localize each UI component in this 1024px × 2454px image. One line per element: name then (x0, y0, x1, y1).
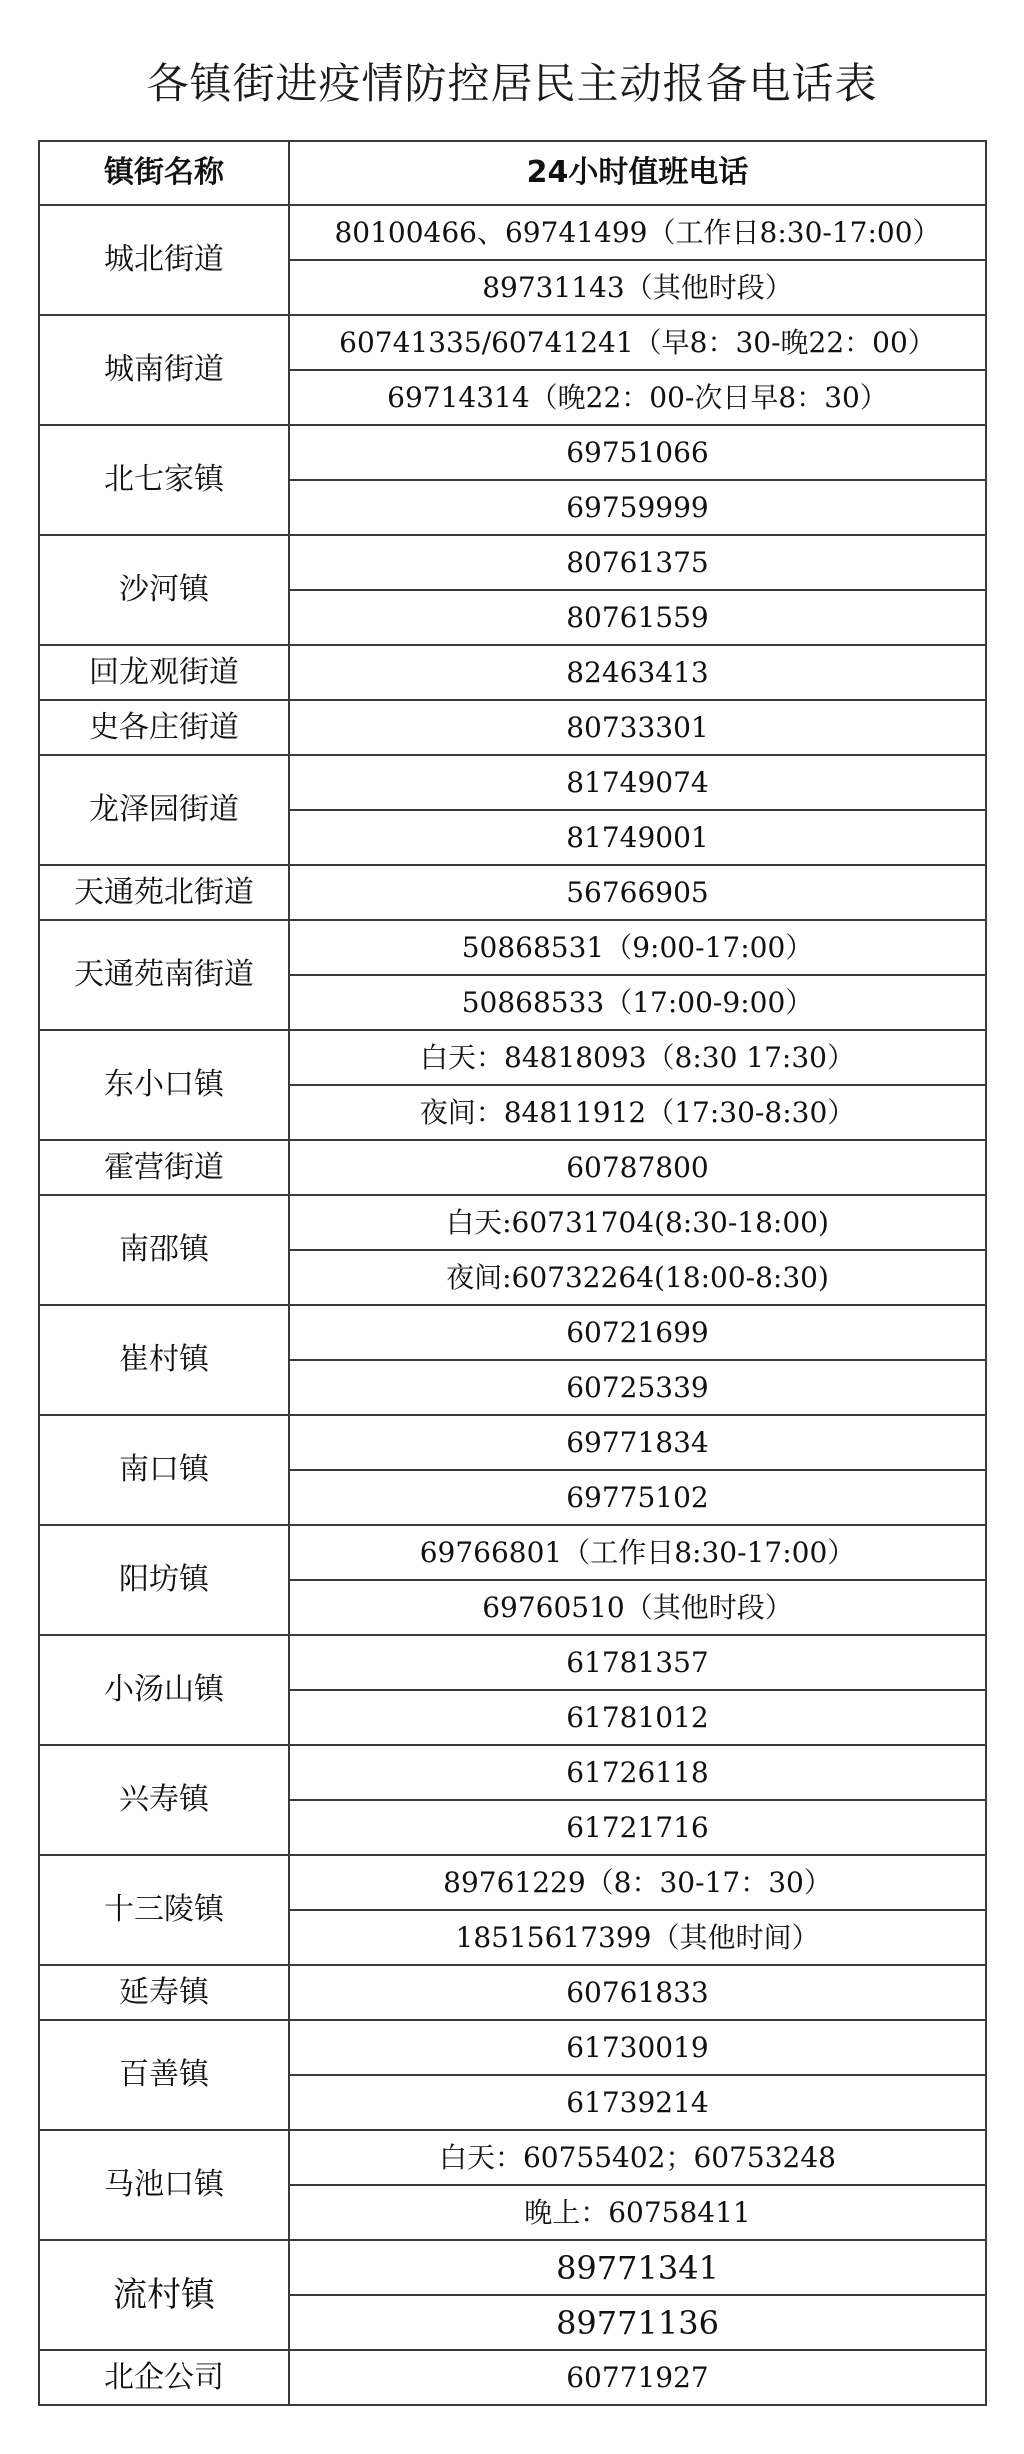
table-row (39, 2240, 986, 2295)
town-name-cell: 城北街道 (39, 205, 289, 315)
phone-cell: 白天：84818093（8:30 17:30） (289, 1030, 986, 1085)
phone-cell: 60771927 (289, 2350, 986, 2405)
town-name-cell: 史各庄街道 (39, 700, 289, 755)
town-name-cell: 霍营街道 (39, 1140, 289, 1195)
table-row (39, 1030, 986, 1085)
table-row (39, 1525, 986, 1580)
header-phone: 24小时值班电话 (289, 141, 986, 205)
town-name-cell: 百善镇 (39, 2020, 289, 2130)
table-row (39, 315, 986, 370)
town-name-cell: 小汤山镇 (39, 1635, 289, 1745)
table-row (39, 2020, 986, 2075)
town-name-cell: 马池口镇 (39, 2130, 289, 2240)
phone-cell: 69775102 (289, 1470, 986, 1525)
town-name-cell: 天通苑北街道 (39, 865, 289, 920)
table-row (39, 865, 986, 920)
phone-cell: 81749001 (289, 810, 986, 865)
phone-cell: 69751066 (289, 425, 986, 480)
table-row (39, 1855, 986, 1910)
phone-cell: 69759999 (289, 480, 986, 535)
phone-cell: 89771136 (289, 2295, 986, 2350)
phone-cell: 夜间:60732264(18:00-8:30) (289, 1250, 986, 1305)
table-row (39, 920, 986, 975)
town-name-cell: 延寿镇 (39, 1965, 289, 2020)
phone-cell: 80761375 (289, 535, 986, 590)
phone-cell: 82463413 (289, 645, 986, 700)
phone-cell: 60725339 (289, 1360, 986, 1415)
header-row (39, 141, 986, 205)
phone-cell: 80761559 (289, 590, 986, 645)
table-row (39, 755, 986, 810)
header-town: 镇街名称 (39, 141, 289, 205)
phone-cell: 80733301 (289, 700, 986, 755)
table-row (39, 1195, 986, 1250)
table-row (39, 2350, 986, 2405)
table-row (39, 1965, 986, 2020)
table-row (39, 2130, 986, 2185)
table-row (39, 1635, 986, 1690)
phone-cell: 61781357 (289, 1635, 986, 1690)
phone-cell: 60741335/60741241（早8：30-晚22：00） (289, 315, 986, 370)
town-name-cell: 龙泽园街道 (39, 755, 289, 865)
town-name-cell: 天通苑南街道 (39, 920, 289, 1030)
town-name-cell: 流村镇 (39, 2240, 289, 2350)
phone-cell: 89731143（其他时段） (289, 260, 986, 315)
town-name-cell: 城南街道 (39, 315, 289, 425)
phone-cell: 81749074 (289, 755, 986, 810)
town-name-cell: 兴寿镇 (39, 1745, 289, 1855)
phone-cell: 50868531（9:00-17:00） (289, 920, 986, 975)
town-name-cell: 阳坊镇 (39, 1525, 289, 1635)
phone-cell: 61726118 (289, 1745, 986, 1800)
town-name-cell: 沙河镇 (39, 535, 289, 645)
phone-cell: 61721716 (289, 1800, 986, 1855)
phone-cell: 69766801（工作日8:30-17:00） (289, 1525, 986, 1580)
phone-cell: 61730019 (289, 2020, 986, 2075)
phone-cell: 69771834 (289, 1415, 986, 1470)
town-name-cell: 南邵镇 (39, 1195, 289, 1305)
phone-cell: 50868533（17:00-9:00） (289, 975, 986, 1030)
town-name-cell: 东小口镇 (39, 1030, 289, 1140)
phone-cell: 80100466、69741499（工作日8:30-17:00） (289, 205, 986, 260)
table-row (39, 1745, 986, 1800)
phone-cell: 夜间：84811912（17:30-8:30） (289, 1085, 986, 1140)
table-row (39, 645, 986, 700)
table-row (39, 1140, 986, 1195)
town-name-cell: 十三陵镇 (39, 1855, 289, 1965)
page-title: 各镇街进疫情防控居民主动报备电话表 (146, 59, 878, 108)
town-name-cell: 北企公司 (39, 2350, 289, 2405)
town-name-cell: 北七家镇 (39, 425, 289, 535)
phone-cell: 18515617399（其他时间） (289, 1910, 986, 1965)
town-name-cell: 回龙观街道 (39, 645, 289, 700)
phone-cell: 69714314（晚22：00-次日早8：30） (289, 370, 986, 425)
phone-cell: 56766905 (289, 865, 986, 920)
phone-cell: 白天：60755402；60753248 (289, 2130, 986, 2185)
phone-cell: 61781012 (289, 1690, 986, 1745)
phone-cell: 89771341 (289, 2240, 986, 2295)
phone-cell: 61739214 (289, 2075, 986, 2130)
table-row (39, 700, 986, 755)
phone-cell: 60721699 (289, 1305, 986, 1360)
phone-cell: 69760510（其他时段） (289, 1580, 986, 1635)
table-row (39, 1305, 986, 1360)
town-name-cell: 崔村镇 (39, 1305, 289, 1415)
phone-table (38, 140, 987, 2406)
town-name-cell: 南口镇 (39, 1415, 289, 1525)
phone-cell: 60761833 (289, 1965, 986, 2020)
table-row (39, 1415, 986, 1470)
table-row (39, 425, 986, 480)
table-row (39, 535, 986, 590)
phone-cell: 晚上：60758411 (289, 2185, 986, 2240)
phone-cell: 白天:60731704(8:30-18:00) (289, 1195, 986, 1250)
table-row (39, 205, 986, 260)
phone-cell: 89761229（8：30-17：30） (289, 1855, 986, 1910)
phone-cell: 60787800 (289, 1140, 986, 1195)
